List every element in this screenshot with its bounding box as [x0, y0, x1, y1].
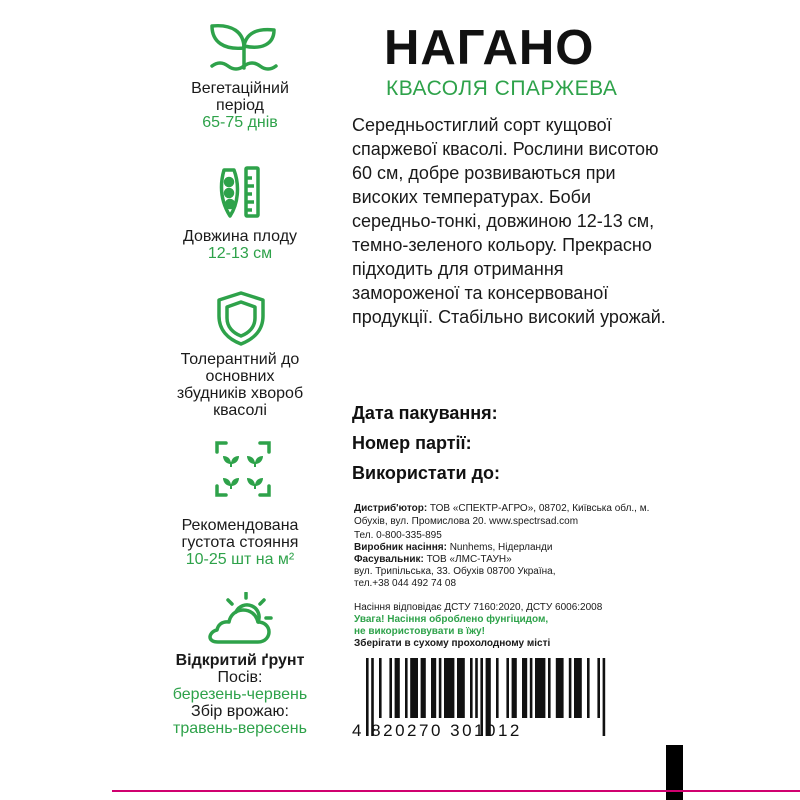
barcode-bar — [444, 658, 454, 718]
barcode-bar — [475, 658, 478, 718]
vegetation-label-2: період — [216, 97, 264, 114]
plant-density-icon — [214, 440, 272, 498]
shield-icon — [214, 290, 268, 346]
sowing-label: Посів: — [217, 669, 263, 686]
ground-block — [150, 652, 330, 737]
barcode-bar — [421, 658, 426, 718]
harvest-label: Збір врожаю: — [191, 703, 289, 720]
use-by-field: Використати до: — [352, 463, 501, 483]
barcode-bar — [405, 658, 408, 718]
sun-cloud-icon — [206, 592, 274, 646]
batch-number-field: Номер партії: — [352, 433, 472, 453]
distributor-info — [354, 503, 654, 528]
barcode-bar — [379, 658, 382, 718]
vegetation-value: 65-75 днів — [202, 114, 278, 131]
barcode-digits: 4 820270 301012 — [352, 721, 522, 740]
tolerance-line-3: збудників хвороб — [176, 385, 304, 402]
sprout-icon — [208, 18, 280, 76]
tolerance-block — [150, 351, 330, 419]
storage-text: Зберігати в сухому прохолодному місті — [354, 638, 551, 649]
distributor-label: Дистриб'ютор: — [354, 503, 428, 514]
density-label-1: Рекомендована — [181, 517, 299, 534]
vegetation-label-1: Вегетаційний — [191, 80, 289, 97]
barcode-bar — [574, 658, 582, 718]
tolerance-line-4: квасолі — [213, 402, 267, 419]
length-block — [150, 228, 330, 262]
pod-ruler-icon — [216, 164, 264, 220]
length-value: 12-13 см — [207, 245, 273, 262]
barcode-bar — [569, 658, 572, 718]
warning-line-1: Увага! Насіння оброблено фунгіцидом, — [354, 614, 549, 625]
barcode-bar — [470, 658, 473, 718]
tolerance-line-1: Толерантний до — [180, 351, 300, 368]
barcode-bar — [512, 658, 517, 718]
tolerance-line-2: основних — [205, 368, 275, 385]
packer-label: Фасувальник: — [354, 554, 424, 565]
barcode-bar — [395, 658, 400, 718]
density-label-2: густота стояння — [181, 534, 299, 551]
producer-label: Виробник насіння: — [354, 542, 447, 553]
barcode-bar — [457, 658, 465, 718]
bottom-pink-line — [112, 790, 800, 792]
barcode-bar — [506, 658, 509, 718]
barcode-bar — [587, 658, 590, 718]
product-title: НАГАНО — [384, 21, 595, 75]
pack-date-field: Дата пакування: — [352, 403, 498, 423]
packer-address: вул. Трипільська, 33. Обухів 08700 Україна, — [354, 566, 556, 577]
product-description: Середньостиглий сорт кущової спаржевої квасолі. Рослини висотою 60 см, добре розвиваються при високих температурах. Боби середньо-тонкі, довжиною 12-13 см, темно-зеленого кольору. Прекрасно підходить для отримання замороженої та консервованої продукції. Стабільно високий урожай. — [352, 115, 666, 327]
barcode-bar — [410, 658, 418, 718]
packer-info — [354, 554, 654, 567]
distributor-phone: Тел. 0-800-335-895 — [354, 530, 442, 541]
length-label: Довжина плоду — [182, 228, 298, 245]
barcode-bar — [535, 658, 545, 718]
barcode-bar — [530, 658, 533, 718]
barcode-bar — [548, 658, 551, 718]
density-block — [150, 517, 330, 568]
density-value: 10-25 шт на м² — [185, 551, 295, 568]
barcode-bar — [439, 658, 442, 718]
barcode-bar — [522, 658, 527, 718]
standards-text: Насіння відповідає ДСТУ 7160:2020, ДСТУ 6006:2008 — [354, 602, 603, 613]
sowing-value: березень-червень — [172, 686, 308, 703]
product-subtitle: КВАСОЛЯ СПАРЖЕВА — [386, 77, 618, 100]
producer-text: Nunhems, Нідерланди — [446, 542, 553, 553]
producer-info — [354, 542, 654, 555]
harvest-value: травень-вересень — [173, 720, 307, 737]
vegetation-block — [150, 80, 330, 131]
barcode-bar — [597, 658, 600, 718]
barcode-bar — [431, 658, 436, 718]
barcode-bar — [496, 658, 499, 718]
warning-line-2: не використовувати в їжу! — [354, 626, 485, 637]
packer-phone: тел.+38 044 492 74 08 — [354, 578, 457, 589]
barcode-bar — [556, 658, 564, 718]
distributor-text: ТОВ «СПЕКТР-АГРО», 08702, Київська обл., м. Обухів, вул. Промислова 20. www.spectrsad.com — [354, 503, 650, 527]
ground-title: Відкритий ґрунт — [175, 652, 305, 669]
barcode-bar — [389, 658, 392, 718]
packer-text: ТОВ «ЛМС-ТАУН» — [423, 554, 512, 565]
